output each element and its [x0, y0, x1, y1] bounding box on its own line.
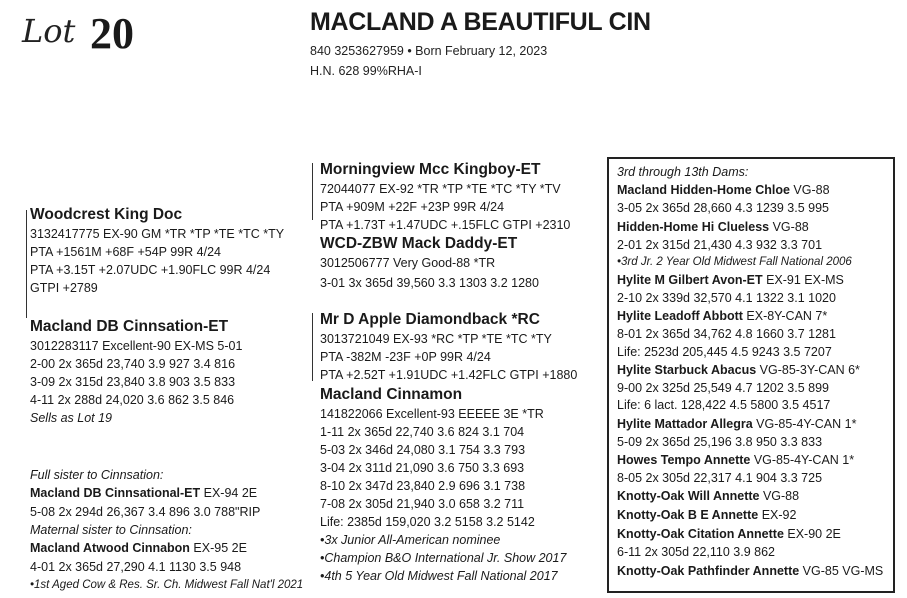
- dam-entry: Knotty-Oak Pathfinder Annette VG-85 VG-MS: [617, 563, 884, 578]
- dam-dam-line: 3-04 2x 311d 21,090 3.6 750 3.3 693: [320, 461, 525, 475]
- dam-block: [30, 317, 242, 427]
- dam-entry-record: Life: 2523d 205,445 4.5 9243 3.5 7207: [617, 344, 832, 359]
- dam-entry: Macland Hidden-Home Chloe VG-88: [617, 183, 830, 198]
- dam-line: 3012283117 Excellent-90 EX-MS 5-01: [30, 339, 243, 353]
- pedigree-bracket-sire: [26, 210, 27, 318]
- pedigree-bracket-sire-sire: [312, 163, 313, 220]
- dam-sire-name: Mr D Apple Diamondback *RC: [320, 311, 540, 328]
- full-sister-label: Full sister to Cinnsation:: [30, 468, 164, 482]
- sire-dam-line: 3012506777 Very Good-88 *TR: [320, 256, 496, 270]
- dam-dam-line: 141822066 Excellent-93 EEEEE 3E *TR: [320, 407, 544, 421]
- maternal-sister-score: EX-95 2E: [189, 541, 247, 555]
- dam-entry-record: 6-11 2x 305d 22,110 3.9 862: [617, 545, 776, 560]
- animal-hn-rha: H.N. 628 99%RHA-I: [310, 64, 422, 78]
- dam-sire-line: PTA +2.52T +1.91UDC +1.42FLC GTPI +1880: [320, 368, 578, 382]
- maternal-sister-record: 4-01 2x 365d 27,290 4.1 1130 3.5 948: [30, 560, 242, 574]
- dam-entry-record: Life: 6 lact. 128,422 4.5 5800 3.5 4517: [617, 398, 831, 413]
- dam-line: 4-11 2x 288d 24,020 3.6 862 3.5 846: [30, 393, 235, 407]
- dam-entry-record: 3-05 2x 365d 28,660 4.3 1239 3.5 995: [617, 201, 829, 216]
- maternal-sister-label: Maternal sister to Cinnsation:: [30, 523, 192, 537]
- full-sister-record: 5-08 2x 294d 26,367 3.4 896 3.0 788"RIP: [30, 505, 261, 519]
- sire-sire-name: Morningview Mcc Kingboy-ET: [320, 161, 541, 178]
- dam-entry: Hylite Starbuck Abacus VG-85-3Y-CAN 6*: [617, 363, 860, 378]
- dam-entry: Hylite M Gilbert Avon-ET EX-91 EX-MS: [617, 273, 844, 288]
- sire-line: PTA +1561M +68F +54P 99R 4/24: [30, 245, 221, 259]
- sire-sire-line: PTA +1.73T +1.47UDC +.15FLC GTPI +2310: [320, 218, 571, 232]
- sire-sire-line: PTA +909M +22F +23P 99R 4/24: [320, 200, 505, 214]
- dam-entry: Hidden-Home Hi Clueless VG-88: [617, 219, 809, 234]
- dam-entry: Hylite Leadoff Abbott EX-8Y-CAN 7*: [617, 309, 828, 324]
- dam-name: Macland DB Cinnsation-ET: [30, 318, 229, 335]
- dam-sire-line: PTA -382M -23F +0P 99R 4/24: [320, 350, 491, 364]
- dam-entry: Knotty-Oak B E Annette EX-92: [617, 508, 797, 523]
- animal-name: MACLAND A BEAUTIFUL CIN: [310, 8, 651, 36]
- dam-dam-line: 7-08 2x 305d 21,940 3.0 658 3.2 711: [320, 497, 525, 511]
- sire-sire-block: [320, 160, 570, 234]
- maternal-sister-name: Macland Atwood Cinnabon: [30, 541, 190, 555]
- sire-name: Woodcrest King Doc: [30, 206, 183, 223]
- dam-entry-record: 8-05 2x 305d 22,317 4.1 904 3.3 725: [617, 470, 823, 485]
- sire-line: PTA +3.15T +2.07UDC +1.90FLC 99R 4/24: [30, 263, 271, 277]
- dam-entry: Knotty-Oak Will Annette VG-88: [617, 489, 800, 504]
- dam-entry-note: •3rd Jr. 2 Year Old Midwest Fall National 2006: [617, 255, 852, 268]
- dam-dam-block: [320, 385, 566, 585]
- dam-entry: Howes Tempo Annette VG-85-4Y-CAN 1*: [617, 452, 855, 467]
- full-sister-name: Macland DB Cinnsational-ET: [30, 486, 201, 500]
- dam-sire-block: [320, 310, 577, 384]
- dam-entry: Knotty-Oak Citation Annette EX-90 2E: [617, 527, 841, 542]
- full-sister-score: EX-94 2E: [200, 486, 258, 500]
- dams-heading: 3rd through 13th Dams:: [617, 165, 749, 179]
- dam-dam-name: Macland Cinnamon: [320, 386, 463, 403]
- animal-id-birth: 840 3253627959 • Born February 12, 2023: [310, 44, 548, 58]
- dam-dam-note: •Champion B&O International Jr. Show 2017: [320, 551, 567, 565]
- dam-entry-record: 2-10 2x 339d 32,570 4.1 1322 3.1 1020: [617, 291, 836, 306]
- maternal-sister-note: •1st Aged Cow & Res. Sr. Ch. Midwest Fall Nat'l 2021: [30, 579, 304, 591]
- dam-entry-record: 8-01 2x 365d 34,762 4.8 1660 3.7 1281: [617, 327, 836, 342]
- dam-entry-record: 2-01 2x 315d 21,430 4.3 932 3.3 701: [617, 237, 823, 252]
- sire-line: GTPI +2789: [30, 281, 98, 295]
- sire-dam-line: 3-01 3x 365d 39,560 3.3 1303 3.2 1280: [320, 276, 539, 290]
- dam-entry-record: 5-09 2x 365d 25,196 3.8 950 3.3 833: [617, 434, 823, 449]
- dam-dam-line: 5-03 2x 346d 24,080 3.1 754 3.3 793: [320, 443, 526, 457]
- lot-label: Lot: [22, 12, 76, 50]
- sire-block: [30, 205, 284, 297]
- sire-sire-line: 72044077 EX-92 *TR *TP *TE *TC *TY *TV: [320, 182, 561, 196]
- dam-entry-record: 9-00 2x 325d 25,549 4.7 1202 3.5 899: [617, 381, 829, 396]
- lot-number: 20: [90, 9, 134, 58]
- sire-dam-name: WCD-ZBW Mack Daddy-ET: [320, 235, 518, 252]
- dam-dam-line: 1-11 2x 365d 22,740 3.6 824 3.1 704: [320, 425, 525, 439]
- dam-sire-line: 3013721049 EX-93 *RC *TP *TE *TC *TY: [320, 332, 552, 346]
- sire-line: 3132417775 EX-90 GM *TR *TP *TE *TC *TY: [30, 227, 285, 241]
- dam-line: 3-09 2x 315d 23,840 3.8 903 3.5 833: [30, 375, 236, 389]
- sire-dam-block: [320, 234, 539, 292]
- sisters-block: [30, 466, 303, 594]
- pedigree-bracket-dam-sire: [312, 313, 313, 381]
- dam-note: Sells as Lot 19: [30, 411, 112, 425]
- dams-list: [617, 164, 883, 581]
- dam-entry: Hylite Mattador Allegra VG-85-4Y-CAN 1*: [617, 416, 857, 431]
- dam-line: 2-00 2x 365d 23,740 3.9 927 3.4 816: [30, 357, 236, 371]
- dam-dam-note: •4th 5 Year Old Midwest Fall National 2017: [320, 569, 558, 583]
- dam-dam-note: •3x Junior All-American nominee: [320, 533, 501, 547]
- dam-dam-line: 8-10 2x 347d 23,840 2.9 696 3.1 738: [320, 479, 526, 493]
- dam-dam-line: Life: 2385d 159,020 3.2 5158 3.2 5142: [320, 515, 535, 529]
